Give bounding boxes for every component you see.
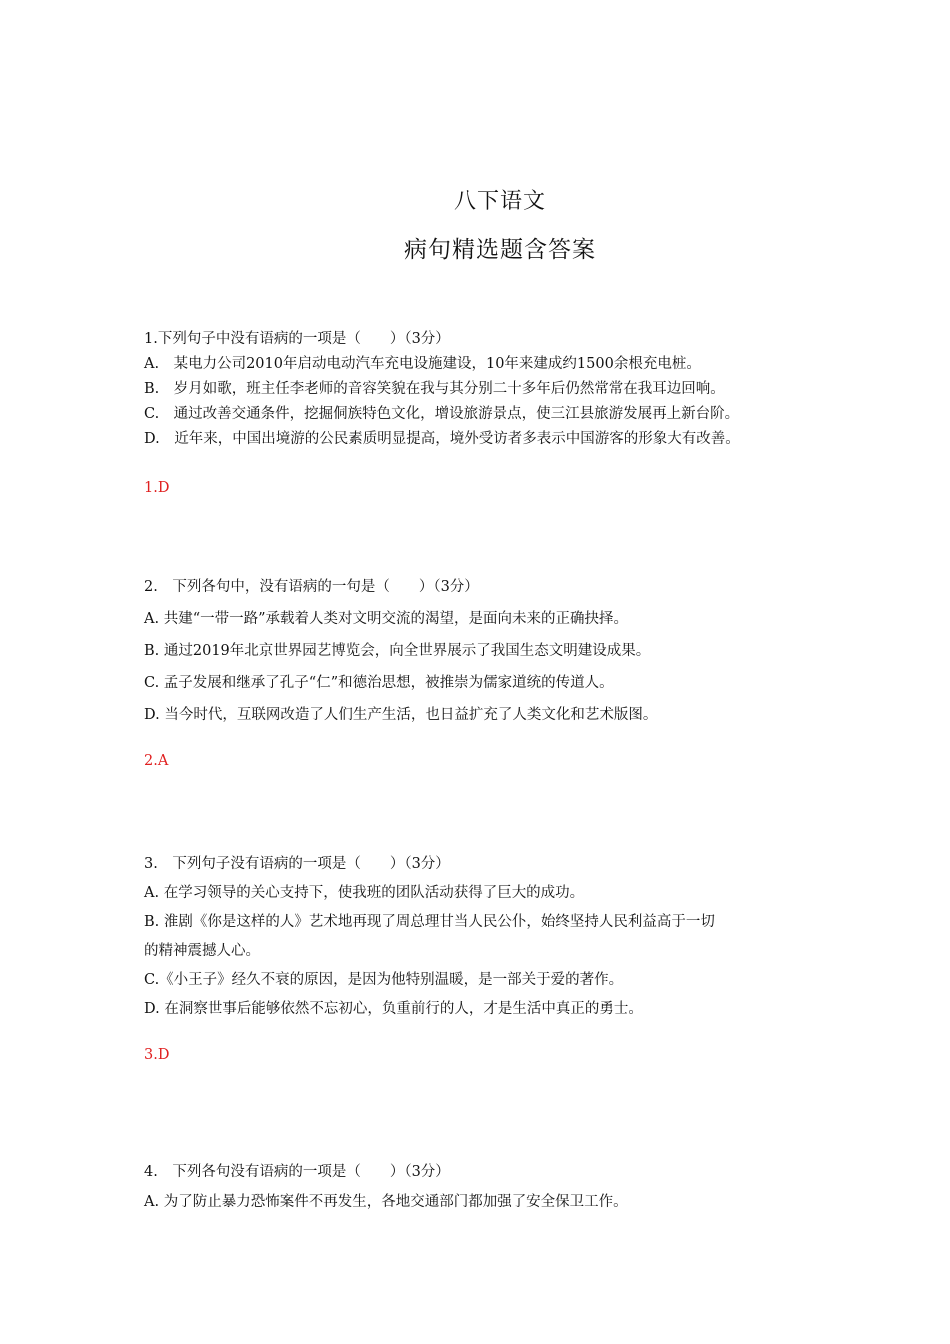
- option-c: C. 通过改善交通条件，挖掘侗族特色文化，增设旅游景点，使三江县旅游发展再上新台阶。: [144, 406, 740, 422]
- option-a: A. 某电力公司2010年启动电动汽车充电设施建设，10年来建成约1500余根充电桩。: [144, 356, 701, 372]
- question-1: [144, 327, 824, 452]
- answer-1: 1.D: [144, 480, 170, 496]
- option-c: C. 孟子发展和继承了孔子“仁”和德治思想，被推崇为儒家道统的传道人。: [144, 675, 614, 691]
- answer-2: 2.A: [144, 753, 169, 769]
- page-subtitle: 病句精选题含答案: [404, 237, 596, 263]
- option-a: A. 共建“一带一路”承载着人类对文明交流的渴望，是面向未来的正确抉择。: [144, 611, 629, 627]
- option-b-continued: 的精神震撼人心。: [144, 943, 260, 959]
- option-b: B. 淮剧《你是这样的人》艺术地再现了周总理甘当人民公仆，始终坚持人民利益高于一切: [144, 914, 715, 930]
- option-a: A. 为了防止暴力恐怖案件不再发生，各地交通部门都加强了安全保卫工作。: [144, 1194, 628, 1210]
- question-stem: 2. 下列各句中，没有语病的一句是（ ）（3分）: [144, 579, 479, 595]
- option-d: D. 在洞察世事后能够依然不忘初心，负重前行的人，才是生活中真正的勇士。: [144, 1001, 643, 1017]
- option-c: C.《小王子》经久不衰的原因，是因为他特别温暖，是一部关于爱的著作。: [144, 972, 624, 988]
- option-b: B. 岁月如歌，班主任李老师的音容笑貌在我与其分别二十多年后仍然常常在我耳边回响。: [144, 381, 725, 397]
- option-d: D. 当今时代，互联网改造了人们生产生活，也日益扩充了人类文化和艺术版图。: [144, 707, 658, 723]
- question-3: [144, 850, 824, 1024]
- question-4: [144, 1157, 824, 1217]
- option-a: A. 在学习领导的关心支持下，使我班的团队活动获得了巨大的成功。: [144, 885, 585, 901]
- option-d: D. 近年来，中国出境游的公民素质明显提高，境外受访者多表示中国游客的形象大有改善。: [144, 431, 740, 447]
- question-2: [144, 571, 824, 731]
- answer-3: 3.D: [144, 1047, 170, 1063]
- page-title: 八下语文: [453, 189, 546, 214]
- question-stem: 3. 下列句子没有语病的一项是（ ）（3分）: [144, 856, 450, 872]
- question-stem: 4. 下列各句没有语病的一项是（ ）（3分）: [144, 1164, 450, 1180]
- question-stem: 1.下列句子中没有语病的一项是（ ）（3分）: [144, 331, 450, 347]
- option-b: B. 通过2019年北京世界园艺博览会，向全世界展示了我国生态文明建设成果。: [144, 643, 651, 659]
